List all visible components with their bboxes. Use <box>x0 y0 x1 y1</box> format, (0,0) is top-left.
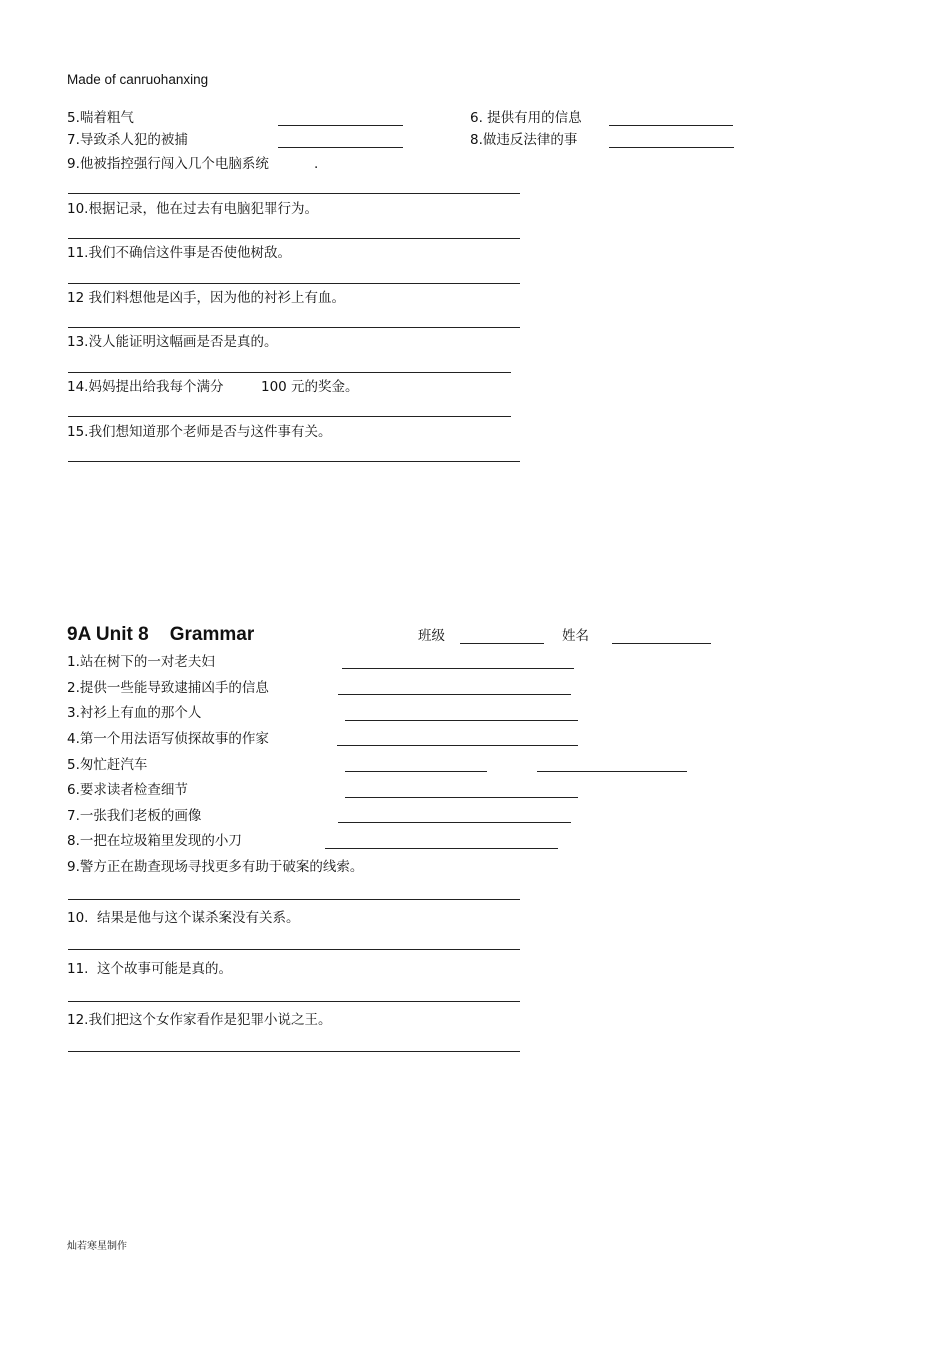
grammar-answer-blank-5a[interactable] <box>345 771 487 772</box>
question-6-text: 6. 提供有用的信息 <box>470 110 582 126</box>
grammar-answer-line-11[interactable] <box>68 1001 520 1002</box>
made-of-header: Made of canruohanxing <box>67 72 209 87</box>
grammar-question-8-text: 8.一把在垃圾箱里发现的小刀 <box>67 833 242 849</box>
answer-blank-7[interactable] <box>278 147 403 148</box>
grammar-answer-blank-3[interactable] <box>345 720 578 721</box>
name-field[interactable] <box>612 643 711 644</box>
grammar-answer-blank-1[interactable] <box>342 668 574 669</box>
grammar-question-12-text: 12.我们把这个女作家看作是犯罪小说之王。 <box>67 1012 332 1028</box>
grammar-question-11-text: 11. 这个故事可能是真的。 <box>67 961 233 977</box>
grammar-answer-line-9[interactable] <box>68 899 520 900</box>
grammar-question-4-text: 4.第一个用法语写侦探故事的作家 <box>67 731 269 747</box>
grammar-answer-blank-8[interactable] <box>325 848 558 849</box>
answer-blank-8[interactable] <box>609 147 734 148</box>
answer-line-11[interactable] <box>68 283 520 284</box>
grammar-answer-blank-5b[interactable] <box>537 771 687 772</box>
question-11-text: 11.我们不确信这件事是否使他树敌。 <box>67 245 291 261</box>
answer-line-12[interactable] <box>68 327 520 328</box>
grammar-question-2-text: 2.提供一些能导致逮捕凶手的信息 <box>67 680 269 696</box>
question-8-text: 8.做违反法律的事 <box>470 132 578 148</box>
answer-line-14[interactable] <box>68 416 511 417</box>
grammar-question-10-text: 10. 结果是他与这个谋杀案没有关系。 <box>67 910 300 926</box>
answer-line-13[interactable] <box>68 372 511 373</box>
question-12-text: 12 我们料想他是凶手，因为他的衬衫上有血。 <box>67 290 345 306</box>
question-5-text: 5.喘着粗气 <box>67 110 134 126</box>
question-9-text: 9.他被指控强行闯入几个电脑系统 <box>67 156 269 172</box>
name-label: 姓名 <box>562 628 589 644</box>
question-15-text: 15.我们想知道那个老师是否与这件事有关。 <box>67 424 332 440</box>
grammar-answer-blank-7[interactable] <box>338 822 571 823</box>
question-7-text: 7.导致杀人犯的被捕 <box>67 132 188 148</box>
worksheet-title: 9A Unit 8 Grammar <box>67 624 255 645</box>
question-14-text: 14.妈妈提出给我每个满分 <box>67 379 224 395</box>
class-label: 班级 <box>418 628 445 644</box>
grammar-question-3-text: 3.衬衫上有血的那个人 <box>67 705 202 721</box>
question-10-text: 10.根据记录，他在过去有电脑犯罪行为。 <box>67 201 318 217</box>
grammar-answer-blank-4[interactable] <box>337 745 578 746</box>
question-14-text-end: 100 元的奖金。 <box>261 379 359 395</box>
answer-line-10[interactable] <box>68 238 520 239</box>
grammar-answer-line-10[interactable] <box>68 949 520 950</box>
grammar-question-6-text: 6.要求读者检查细节 <box>67 782 188 798</box>
answer-blank-6[interactable] <box>609 125 733 126</box>
grammar-answer-blank-6[interactable] <box>345 797 578 798</box>
grammar-answer-blank-2[interactable] <box>338 694 571 695</box>
grammar-question-9-text: 9.警方正在勘查现场寻找更多有助于破案的线索。 <box>67 859 364 875</box>
grammar-question-7-text: 7.一张我们老板的画像 <box>67 808 202 824</box>
class-field[interactable] <box>460 643 544 644</box>
answer-blank-5[interactable] <box>278 125 403 126</box>
grammar-answer-line-12[interactable] <box>68 1051 520 1052</box>
footer-credit: 灿若寒星制作 <box>67 1241 127 1252</box>
answer-line-9[interactable] <box>68 193 520 194</box>
question-13-text: 13.没人能证明这幅画是否是真的。 <box>67 334 278 350</box>
question-9-period: . <box>314 156 319 172</box>
answer-line-15[interactable] <box>68 461 520 462</box>
grammar-question-1-text: 1.站在树下的一对老夫妇 <box>67 654 215 670</box>
grammar-question-5-text: 5.匆忙赶汽车 <box>67 757 148 773</box>
